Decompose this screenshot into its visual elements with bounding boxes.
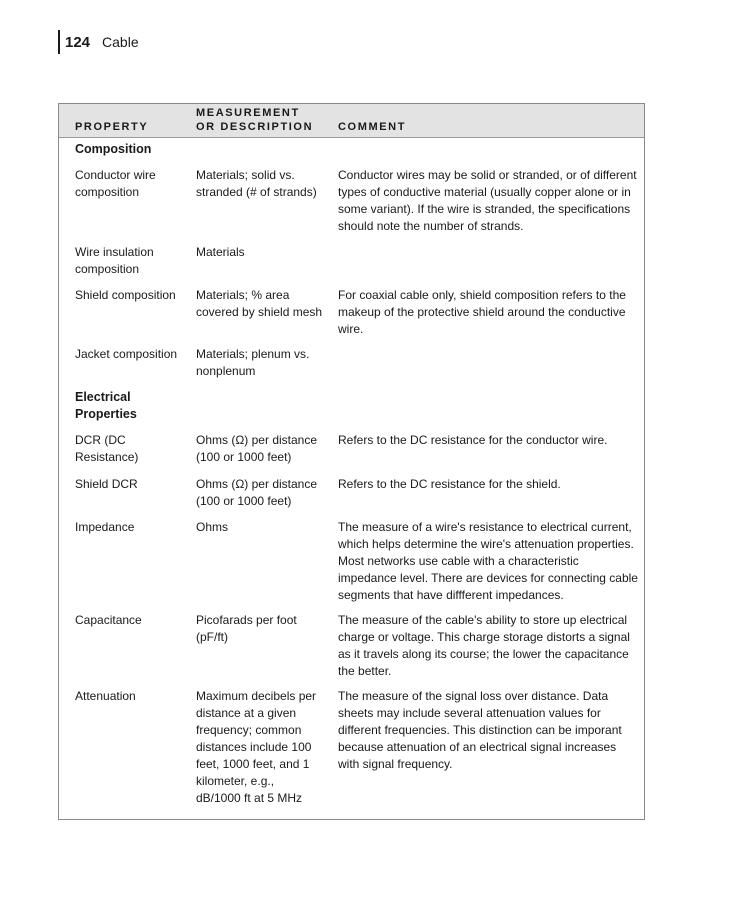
comment-cell: The measure of the cable's ability to store up electrical charge or voltage. This charge storage distorts a signal as it travels along its course; the lower the capacitance the better. bbox=[338, 613, 630, 678]
property-cell: Attenuation bbox=[75, 689, 136, 703]
comment-cell: For coaxial cable only, shield composition refers to the makeup of the protective shield around the conductive wire. bbox=[338, 288, 626, 336]
property-cell: Wire insulation composition bbox=[75, 245, 154, 276]
page-number: 124 bbox=[65, 33, 91, 51]
table-header bbox=[59, 104, 644, 138]
column-header-property: PROPERTY bbox=[75, 121, 149, 133]
comment-cell: Refers to the DC resistance for the shield. bbox=[338, 477, 561, 491]
cable-properties-table bbox=[58, 103, 645, 820]
measurement-cell: Ohms bbox=[196, 520, 229, 534]
column-header-measurement-line1: MEASUREMENT bbox=[196, 107, 300, 119]
measurement-cell: Materials bbox=[196, 245, 245, 259]
section-title-composition: Composition bbox=[75, 142, 152, 156]
section-title-electrical-properties: Electrical Properties bbox=[75, 390, 137, 421]
property-cell: Impedance bbox=[75, 520, 135, 534]
measurement-cell: Ohms (Ω) per distance (100 or 1000 feet) bbox=[196, 433, 318, 464]
running-head bbox=[58, 30, 139, 54]
measurement-cell: Materials; solid vs. stranded (# of strands) bbox=[196, 168, 317, 199]
column-header-comment: COMMENT bbox=[338, 121, 407, 133]
property-cell: Shield composition bbox=[75, 288, 176, 302]
comment-cell: Refers to the DC resistance for the conductor wire. bbox=[338, 433, 608, 447]
property-cell: DCR (DC Resistance) bbox=[75, 433, 139, 464]
property-cell: Shield DCR bbox=[75, 477, 138, 491]
measurement-cell: Ohms (Ω) per distance (100 or 1000 feet) bbox=[196, 477, 318, 508]
property-cell: Conductor wire composition bbox=[75, 168, 156, 199]
column-header-measurement-line2: OR DESCRIPTION bbox=[196, 121, 314, 133]
measurement-cell: Maximum decibels per distance at a given frequency; common distances include 100 feet, 1000 feet, and 1 kilometer, e.g., dB/1000 ft at 5 MHz bbox=[196, 689, 317, 805]
measurement-cell: Materials; plenum vs. nonplenum bbox=[196, 347, 310, 378]
comment-cell: Conductor wires may be solid or stranded, or of different types of conductive material (usually copper alone or in some variant). If the wire is stranded, the specifications should note the number of strands. bbox=[338, 168, 637, 233]
property-cell: Jacket composition bbox=[75, 347, 178, 361]
measurement-cell: Materials; % area covered by shield mesh bbox=[196, 288, 323, 319]
measurement-cell: Picofarads per foot (pF/ft) bbox=[196, 613, 297, 644]
running-head-rule bbox=[58, 30, 60, 54]
comment-cell: The measure of a wire's resistance to electrical current, which helps determine the wire's attenuation properties. Most networks use cable with a characteristic impedance level. There are devices for connecting cable segments that have diffferent impedances. bbox=[338, 520, 638, 602]
comment-cell: The measure of the signal loss over distance. Data sheets may include several attenuation values for different frequencies. This distinction can be imporant because attenuation of an electrical signal increases with signal frequency. bbox=[338, 689, 622, 771]
column-header-measurement bbox=[196, 106, 313, 134]
running-title: Cable bbox=[102, 34, 139, 50]
property-cell: Capacitance bbox=[75, 613, 142, 627]
